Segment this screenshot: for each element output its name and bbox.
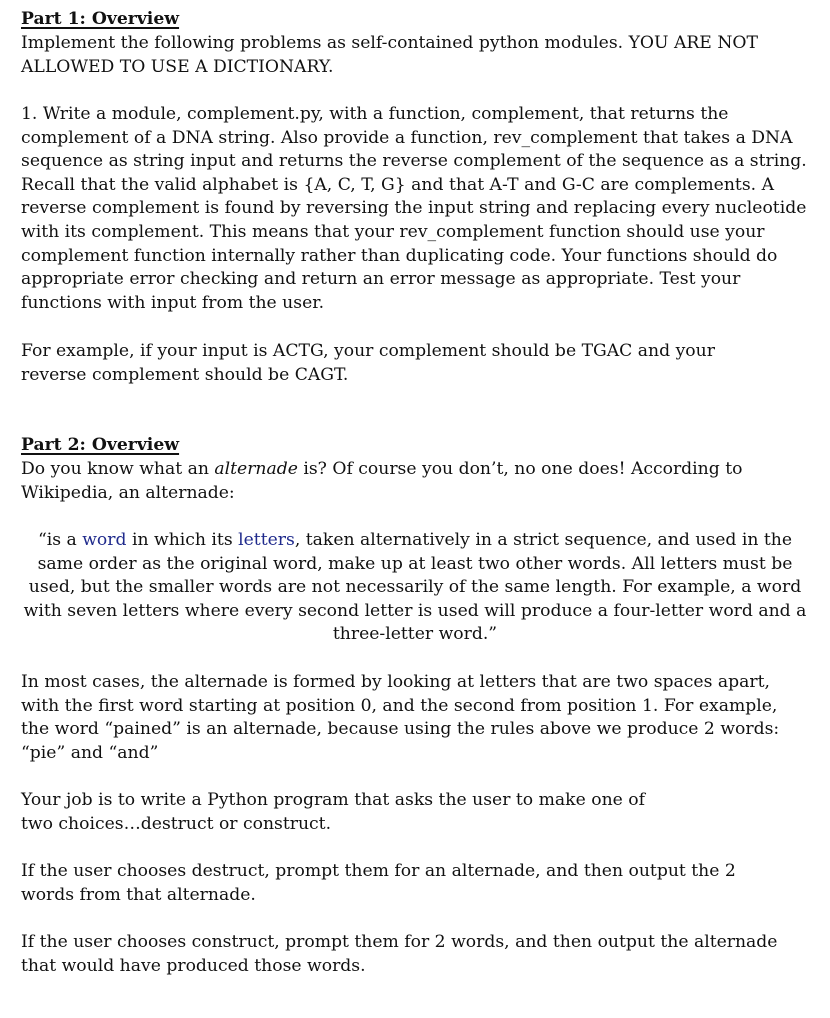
letters-link[interactable]: letters bbox=[238, 530, 295, 550]
quote-text-3: , taken alternatively in a strict sequence, and used in the same order as the original word, make up at least two other words. All letters must be used, but the smaller words are not necessarily of the same length. For example, a word with seven letters where every second letter is used will produce a four-letter word and a three-letter word.” bbox=[23, 530, 807, 645]
word-link[interactable]: word bbox=[82, 530, 127, 550]
part2-job: Your job is to write a Python program that asks the user to make one of two choices…destruct or construct. bbox=[21, 790, 645, 834]
part2-destruct: If the user chooses destruct, prompt them for an alternade, and then output the 2 words from that alternade. bbox=[21, 861, 736, 905]
part1-example: For example, if your input is ACTG, your complement should be TGAC and your reverse complement should be CAGT. bbox=[21, 341, 715, 385]
quote-text-2: in which its bbox=[126, 530, 239, 550]
part2-construct: If the user chooses construct, prompt them for 2 words, and then output the alternade that would have produced those words. bbox=[21, 932, 778, 976]
part2-heading: Part 2: Overview bbox=[21, 435, 180, 455]
part1-task: 1. Write a module, complement.py, with a function, complement, that returns the complement of a DNA string. Also provide a function, rev_complement that takes a DNA sequence as string input and returns the reverse complement of the sequence as a string. Recall that the valid alphabet is {A, C, T, G} and that A-T and G-C are complements. A reverse complement is found by reversing the input string and replacing every nucleotide with its complement. This means that your rev_complement function should use your complement function internally rather than duplicating code. Your functions should do appropriate error checking and return an error message as appropriate. Test your functions with input from the user. bbox=[21, 104, 807, 313]
part2-intro-text-2: is? Of course you don’t, no one does! According to Wikipedia, an alternade: bbox=[21, 459, 743, 503]
part1-heading: Part 1: Overview bbox=[21, 9, 180, 29]
quote-text-1: “is a bbox=[37, 530, 83, 550]
wikipedia-quote bbox=[22, 529, 808, 647]
part2-explanation: In most cases, the alternade is formed by looking at letters that are two spaces apart, with the first word starting at position 0, and the second from position 1. For example, the word “pained” is an alternade, because using the rules above we produce 2 words: “pie” and “and” bbox=[21, 672, 780, 763]
alternade-term: alternade bbox=[214, 459, 298, 479]
part2-intro-text-1: Do you know what an bbox=[21, 459, 215, 479]
part1-intro: Implement the following problems as self-contained python modules. YOU ARE NOT ALLOWED TO USE A DICTIONARY. bbox=[21, 33, 758, 77]
part2-intro bbox=[21, 458, 761, 505]
